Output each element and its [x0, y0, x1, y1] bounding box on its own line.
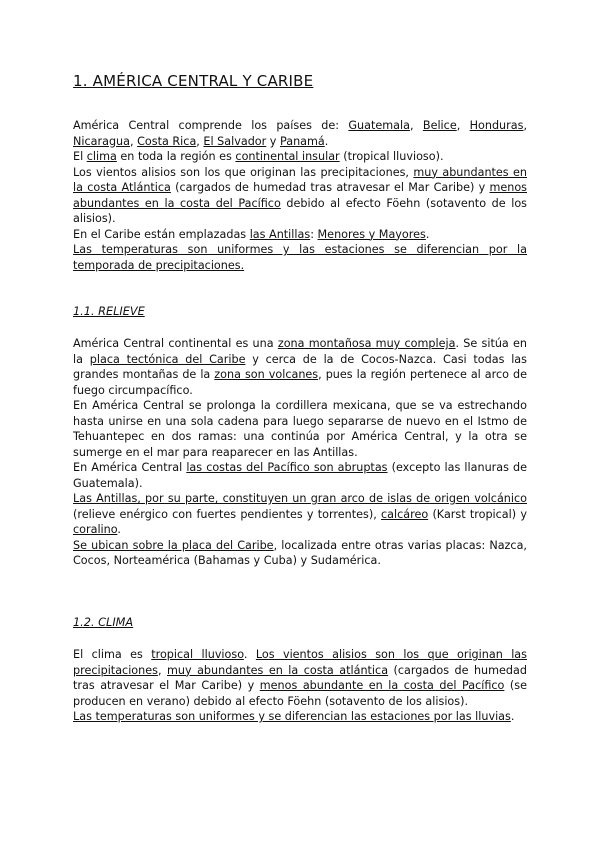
text-run: América Central continental es una — [73, 337, 278, 350]
text-run: En el Caribe están emplazadas — [73, 227, 250, 241]
country-panama: Panamá — [279, 134, 325, 148]
document-title: 1. AMÉRICA CENTRAL Y CARIBE — [73, 72, 314, 90]
intro-paragraph-climate — [73, 149, 527, 165]
underlined-term: Las temperaturas son uniformes y las estaciones se diferencian por la temporada de precipitaciones. — [73, 243, 527, 272]
text-run: (tropical lluvioso). — [339, 150, 444, 163]
underlined-term: placa tectónica del Caribe — [89, 352, 246, 366]
country-guatemala: Guatemala — [348, 119, 410, 132]
underlined-term: Las temperaturas son uniformes y se diferencian las estaciones por las lluvias — [73, 710, 511, 723]
relieve-paragraph-3 — [73, 460, 527, 491]
intro-paragraph-antilles — [73, 227, 527, 243]
text-run: , pues la región pertenece al arco de fuego circumpacífico. — [73, 368, 528, 397]
text-run: . — [324, 134, 329, 148]
underlined-term: las costas del Pacífico son abruptas — [186, 461, 388, 474]
text-run: , localizada entre otras varias placas: Nazca, Cocos, Norteamérica (Bahamas y Cuba) y Sudamérica. — [73, 538, 527, 567]
underlined-term: menos abundante en la costa del Pacífico — [259, 679, 505, 692]
underlined-term: tropical lluvioso — [151, 648, 244, 661]
text-run: , — [196, 134, 204, 148]
text-run: (cargados de humedad tras atravesar el Mar Caribe) y — [170, 181, 490, 194]
underlined-term: coralino — [73, 523, 118, 536]
text-run: (Karst tropical) y — [428, 507, 527, 521]
underlined-term: las Antillas — [249, 227, 311, 241]
underlined-term: zona montañosa muy compleja — [277, 337, 456, 350]
text-run: y — [266, 134, 280, 148]
text-run: , — [130, 134, 138, 148]
intro-paragraph-countries — [73, 118, 527, 149]
clima-section — [73, 647, 527, 725]
text-run: Los vientos alisios son los que originan las precipitaciones, — [73, 165, 414, 179]
text-run: . — [117, 523, 121, 536]
text-run: . — [425, 227, 430, 241]
text-run: (se producen en verano) debido al efecto Föehn (sotavento de los alisios). — [73, 679, 527, 708]
country-el-salvador: El Salvador — [203, 134, 267, 148]
text-run: en toda la región es — [116, 150, 236, 163]
intro-section — [73, 118, 527, 273]
underlined-term: muy abundantes en la costa Atlántica — [73, 165, 527, 194]
underlined-term: muy abundantes en la costa atlántica — [167, 663, 389, 677]
underlined-term: Los vientos alisios son los que originan las precipitaciones — [73, 648, 527, 677]
text-run: El — [73, 150, 87, 163]
text-run: (cargados de humedad tras atravesar el Mar Caribe) y — [73, 663, 527, 692]
relieve-section — [73, 336, 527, 569]
relieve-paragraph-4 — [73, 491, 527, 538]
text-run: En América Central — [73, 461, 187, 474]
text-run: y cerca de la de Cocos-Nazca. Casi todas las grandes montañas de la — [73, 352, 527, 381]
country-belice: Belice — [422, 119, 457, 132]
underlined-term: clima — [86, 150, 117, 163]
text-run: , — [157, 663, 167, 677]
text-run: . Se sitúa en la — [73, 337, 527, 366]
relieve-paragraph-5 — [73, 538, 527, 569]
underlined-term: calcáreo — [381, 507, 429, 521]
country-honduras: Honduras — [469, 119, 524, 132]
text-run: América Central comprende los países de: — [73, 119, 349, 132]
text-run: . — [243, 648, 256, 661]
section-heading-relieve: 1.1. RELIEVE — [73, 305, 145, 318]
text-run: (relieve enérgico con fuertes pendientes y torrentes), — [73, 507, 381, 521]
text-run: , — [523, 119, 527, 132]
country-costa-rica: Costa Rica — [137, 134, 197, 148]
text-run: (excepto las llanuras de Guatemala). — [73, 461, 528, 490]
underlined-term: Menores y Mayores — [317, 227, 426, 241]
relieve-paragraph-2 — [73, 398, 527, 460]
country-nicaragua: Nicaragua — [73, 134, 130, 148]
text-run: . — [510, 710, 515, 723]
clima-paragraph-2 — [73, 709, 527, 725]
intro-paragraph-winds — [73, 165, 527, 227]
text-run: En América Central se prolonga la cordillera mexicana, que se va estrechando hasta unirse en una sola cadena para luego separarse de nuevo en el Istmo de Tehuantepec en dos ramas: una continúa por América Central, y la otra se sumerge en el mar para reaparecer en las Antillas. — [73, 399, 527, 459]
text-run: : — [310, 227, 318, 241]
underlined-term: zona son volcanes — [214, 368, 319, 381]
text-run: , — [409, 119, 423, 132]
underlined-term: Las Antillas, por su parte, constituyen un gran arco de islas de origen volcánico — [73, 492, 527, 505]
text-run: debido al efecto Föehn (sotavento de los alisios). — [73, 196, 528, 225]
clima-paragraph-1 — [73, 647, 527, 709]
relieve-paragraph-1 — [73, 336, 527, 398]
section-heading-clima: 1.2. CLIMA — [73, 616, 134, 629]
intro-paragraph-temperatures — [73, 242, 527, 273]
underlined-term: menos abundantes en la costa del Pacífico — [73, 181, 528, 210]
underlined-term: Se ubican sobre la placa del Caribe — [73, 538, 274, 552]
text-run: , — [456, 119, 470, 132]
text-run: El clima es — [73, 648, 152, 661]
underlined-term: continental insular — [235, 150, 340, 163]
